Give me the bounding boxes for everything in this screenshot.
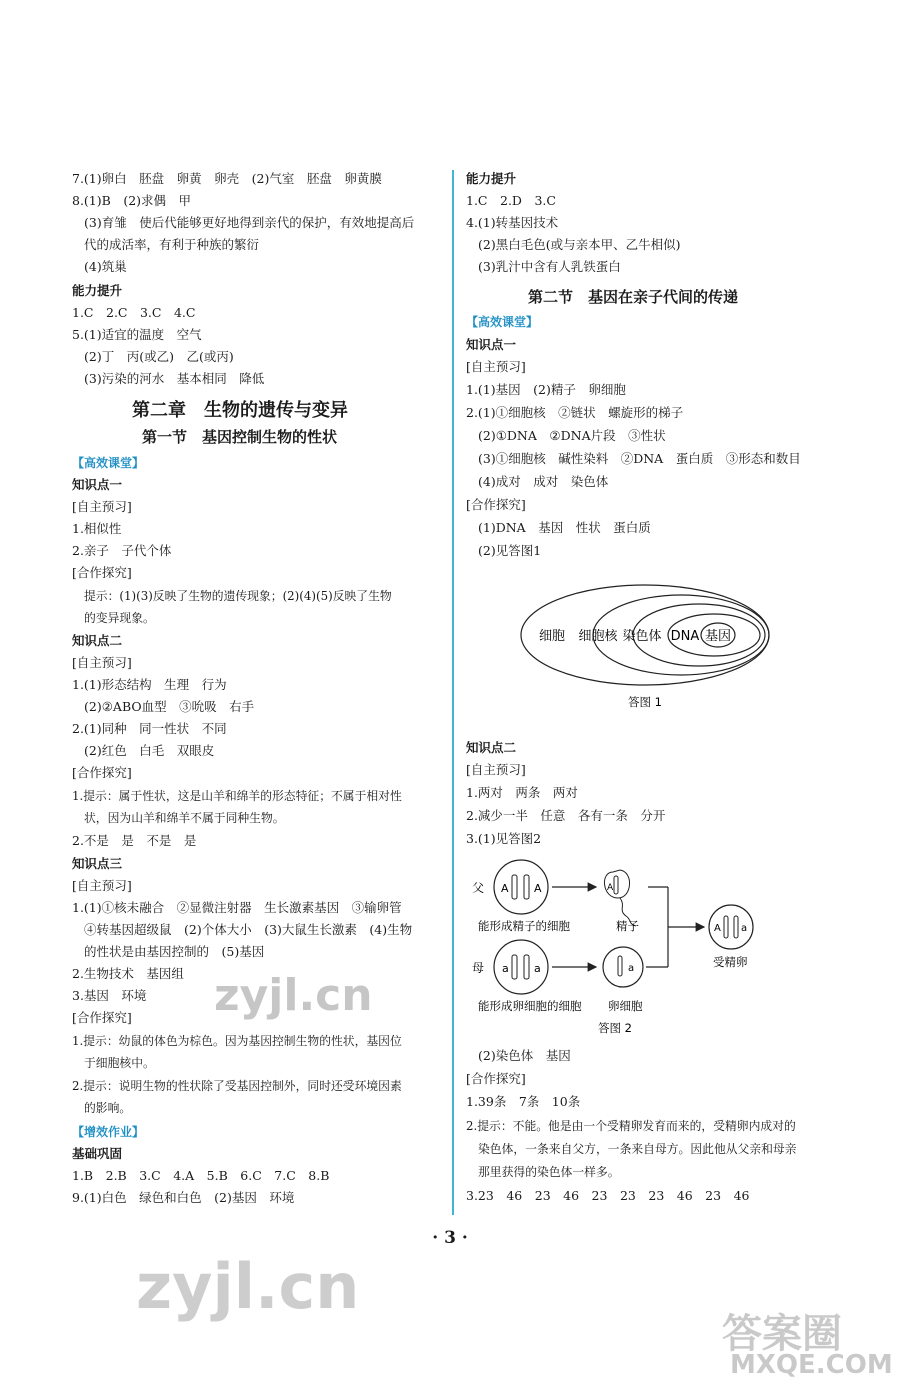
section-2-title: 第二节 基因在亲子代间的传递 [528, 288, 739, 306]
right-line: 染色体，一条来自父方，一条来自母方。因此他从父亲和母亲 [478, 1142, 797, 1156]
figure-1-diagram [518, 580, 780, 710]
right-line: [合作探究] [466, 1071, 526, 1086]
fig2-zygote: 受精卵 [713, 955, 748, 969]
left-line: [合作探究] [72, 565, 132, 580]
right-line: [合作探究] [466, 497, 526, 512]
fig2-caption: 答图 2 [598, 1021, 632, 1035]
left-line: [自主预习] [72, 499, 132, 514]
left-line: [合作探究] [72, 765, 132, 780]
left-line: (2)丁 丙(或乙) 乙(或丙) [84, 349, 234, 364]
left-line: [自主预习] [72, 878, 132, 893]
right-line: 2.减少一半 任意 各有一条 分开 [466, 808, 666, 823]
left-line: 能力提升 [72, 283, 123, 298]
right-line: 1.C 2.D 3.C [466, 193, 556, 208]
left-line: 1.(1)形态结构 生理 行为 [72, 677, 227, 692]
left-line: (2)红色 白毛 双眼皮 [84, 743, 215, 758]
left-line: 5.(1)适宜的温度 空气 [72, 327, 202, 342]
svg-text:A: A [501, 882, 509, 895]
left-line: 2.生物技术 基因组 [72, 966, 184, 981]
watermark-corner-cn: 答案圈 [722, 1311, 842, 1357]
left-line: 7.(1)卵白 胚盘 卵黄 卵壳 (2)气室 胚盘 卵黄膜 [72, 171, 382, 186]
right-line: 3.(1)见答图2 [466, 831, 542, 846]
left-line: 知识点二 [72, 633, 123, 648]
fig2-egg-source: 能形成卵细胞的细胞 [478, 999, 582, 1013]
fig1-label-nucleus: 细胞核 [578, 629, 618, 644]
right-line: 2.(1)①细胞核 ②链状 螺旋形的梯子 [466, 405, 684, 420]
watermark-mid: zyjl.cn [214, 970, 373, 1021]
left-line: ④转基因超级鼠 (2)个体大小 (3)大鼠生长激素 (4)生物 [84, 922, 413, 937]
left-line: 1.提示：幼鼠的体色为棕色。因为基因控制生物的性状，基因位 [72, 1034, 402, 1048]
section-1-title: 第一节 基因控制生物的性状 [142, 428, 338, 446]
right-line: (2)染色体 基因 [478, 1048, 571, 1063]
right-line: (4)成对 成对 染色体 [478, 474, 609, 489]
left-line: 的性状是由基因控制的 (5)基因 [84, 944, 265, 959]
left-line: [自主预习] [72, 655, 132, 670]
left-line: 的影响。 [84, 1101, 132, 1115]
right-line: [自主预习] [466, 762, 526, 777]
left-line: 2.不是 是 不是 是 [72, 833, 197, 848]
svg-text:a: a [502, 962, 509, 975]
left-line: 1.C 2.C 3.C 4.C [72, 305, 196, 320]
svg-text:A: A [534, 882, 542, 895]
right-line: (2)黑白毛色(或与亲本甲、乙牛相似) [478, 237, 681, 252]
right-line: (2)①DNA ②DNA片段 ③性状 [478, 428, 666, 443]
left-line: [合作探究] [72, 1010, 132, 1025]
right-line: 那里获得的染色体一样多。 [478, 1165, 620, 1179]
right-line: [自主预习] [466, 359, 526, 374]
left-line: 8.(1)B (2)求偶 甲 [72, 193, 192, 208]
left-line: 提示：(1)(3)反映了生物的遗传现象；(2)(4)(5)反映了生物 [84, 589, 392, 603]
right-line: 知识点二 [466, 740, 517, 755]
fig1-label-chromosome: 染色体 [622, 629, 662, 644]
fig1-label-dna: DNA [670, 629, 700, 644]
left-line: 于细胞核中。 [84, 1056, 155, 1070]
left-line: 【高效课堂】 [72, 456, 145, 470]
fig1-label-cell: 细胞 [538, 629, 566, 644]
right-line: (1)DNA 基因 性状 蛋白质 [478, 520, 651, 535]
left-line: 代的成活率，有利于种族的繁衍 [84, 237, 260, 252]
watermark-corner-en: MXQE.COM [730, 1350, 893, 1380]
left-line: 1.B 2.B 3.C 4.A 5.B 6.C 7.C 8.B [72, 1168, 330, 1183]
fig1-label-gene: 基因 [704, 629, 732, 644]
left-line: 1.提示：属于性状，这是山羊和绵羊的形态特征；不属于相对性 [72, 789, 402, 803]
fig2-egg: 卵细胞 [608, 999, 643, 1013]
left-line: (2)②ABO血型 ③吮吸 右手 [84, 699, 255, 714]
chapter-title: 第二章 生物的遗传与变异 [132, 400, 348, 421]
left-line: (3)污染的河水 基本相同 降低 [84, 371, 265, 386]
left-line: 9.(1)白色 绿色和白色 (2)基因 环境 [72, 1190, 295, 1205]
left-line: 【增效作业】 [72, 1125, 145, 1139]
column-divider [452, 170, 454, 1215]
fig2-mother: 母 [472, 961, 485, 975]
left-line: 2.提示：说明生物的性状除了受基因控制外，同时还受环境因素 [72, 1079, 402, 1093]
right-line: 【高效课堂】 [466, 315, 539, 329]
left-line: 基础巩固 [72, 1146, 123, 1161]
right-line: (3)①细胞核 碱性染料 ②DNA 蛋白质 ③形态和数目 [478, 451, 801, 466]
fig2-sperm: 精子 [616, 919, 639, 933]
left-line: 2.(1)同种 同一性状 不同 [72, 721, 227, 736]
right-line: 3.23 46 23 46 23 23 23 46 23 46 [466, 1188, 750, 1203]
right-line: 能力提升 [466, 171, 517, 186]
right-line: 1.(1)基因 (2)精子 卵细胞 [466, 382, 626, 397]
fig1-caption: 答图 1 [628, 695, 662, 709]
left-line: (3)育雏 使后代能够更好地得到亲代的保护，有效地提高后 [84, 215, 415, 230]
right-line: (3)乳汁中含有人乳铁蛋白 [478, 259, 621, 274]
left-line: 的变异现象。 [84, 611, 155, 625]
fig2-sperm-source: 能形成精子的细胞 [478, 919, 570, 933]
left-line: 2.亲子 子代个体 [72, 543, 172, 558]
watermark-bottom: zyjl.cn [136, 1250, 360, 1323]
left-line: 1.相似性 [72, 521, 122, 536]
right-line: 1.39条 7条 10条 [466, 1094, 581, 1109]
svg-text:A: A [607, 883, 614, 893]
svg-text:a: a [628, 963, 635, 974]
left-line: 3.基因 环境 [72, 988, 147, 1003]
svg-text:A: A [714, 923, 721, 934]
right-line: 4.(1)转基因技术 [466, 215, 559, 230]
right-line: 2.提示：不能。他是由一个受精卵发育而来的，受精卵内成对的 [466, 1119, 796, 1133]
right-line: (2)见答图1 [478, 543, 542, 558]
svg-text:a: a [741, 923, 748, 934]
page-number: · 3 · [432, 1228, 468, 1248]
left-line: 知识点一 [72, 477, 123, 492]
left-line: 知识点三 [72, 856, 123, 871]
left-line: 状，因为山羊和绵羊不属于同种生物。 [84, 811, 285, 825]
left-line: (4)筑巢 [84, 259, 127, 274]
fig2-father: 父 [472, 881, 485, 895]
svg-text:a: a [534, 962, 541, 975]
left-line: 1.(1)①核未融合 ②显微注射器 生长激素基因 ③输卵管 [72, 900, 402, 915]
right-line: 1.两对 两条 两对 [466, 785, 578, 800]
right-line: 知识点一 [466, 337, 517, 352]
figure-2-diagram [468, 850, 768, 1040]
